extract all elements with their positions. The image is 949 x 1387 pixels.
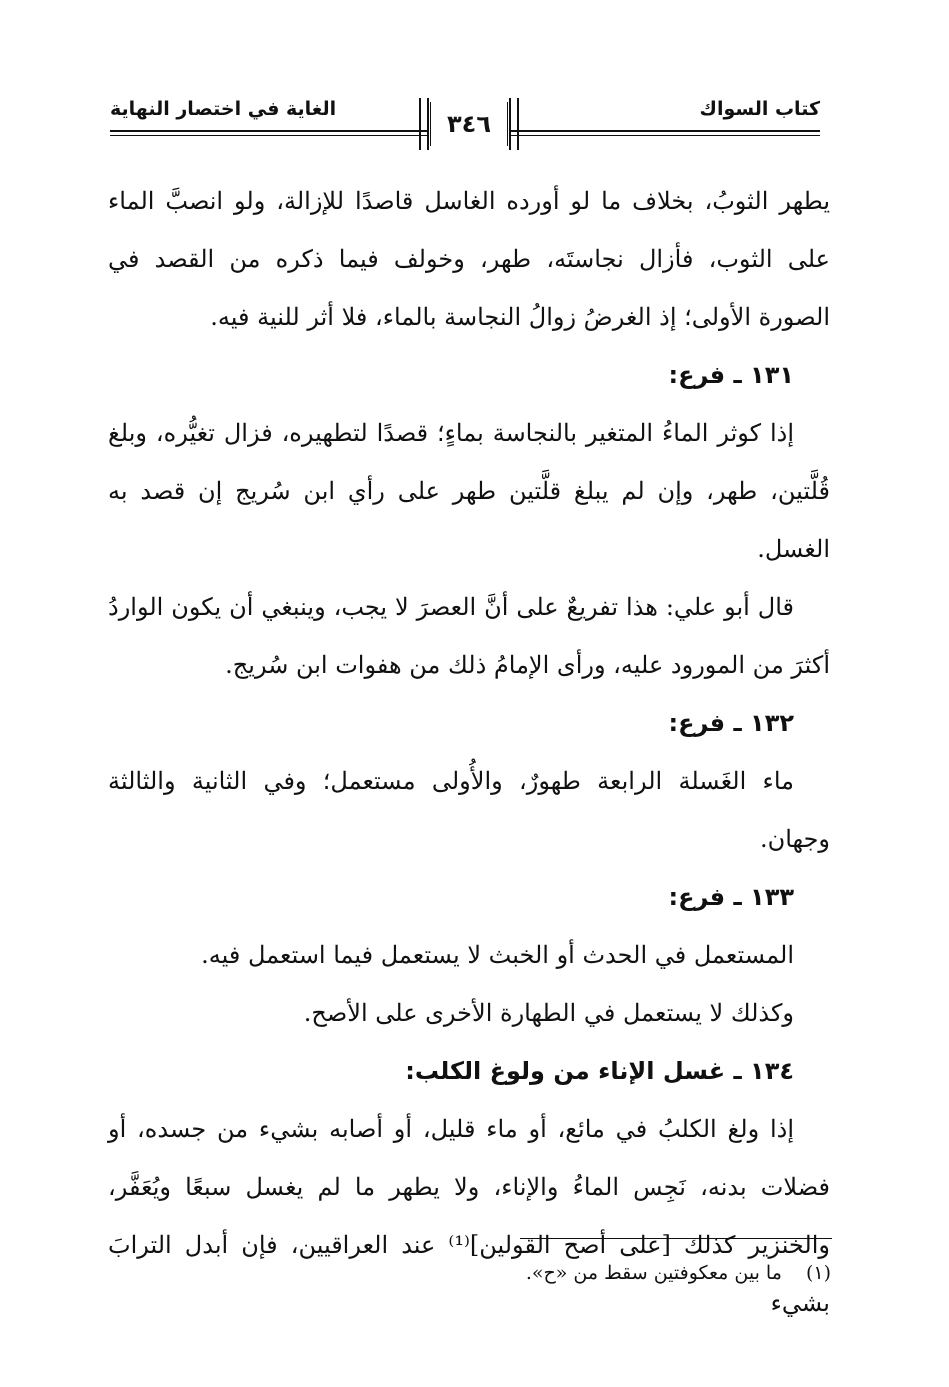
section-heading: ١٣٤ ـ غسل الإناء من ولوغ الكلب: [405,1057,794,1085]
section-heading: ١٣٣ ـ فرع: [668,883,794,911]
section-heading: ١٣١ ـ فرع: [668,361,794,389]
chapter-title: كتاب السواك [699,98,820,120]
book-title: الغاية في اختصار النهاية [110,98,337,120]
paragraph: المستعمل في الحدث أو الخبث لا يستعمل فيما استعمل فيه. [201,941,794,969]
footnote-text: ما بين معكوفتين سقط من «ح». [525,1262,782,1284]
paragraph: وكذلك لا يستعمل في الطهارة الأخرى على الأصح. [303,999,794,1027]
footnote-rule [520,1238,832,1239]
running-header [110,92,820,162]
paragraph: قال أبو علي: هذا تفريعٌ على أنَّ العصرَ لا يجب، وينبغي أن يكون الواردُ أكثرَ من المورود عليه، ورأى الإمامُ ذلك من هفوات ابن سُريج. [108,593,830,679]
page-number: ٣٤٦ [447,110,491,138]
paragraph: إذا ولغ الكلبُ في مائع، أو ماء قليل، أو أصابه بشيء من جسده، أو فضلات بدنه، نَجِس الماءُ والإناء، ولا يطهر ما لم يغسل سبعًا ويُعَفَّر، والخنزير كذلك [على أصح القولين]⁽¹⁾ عند العراقيين، فإن أبدل الترابَ بشيء [108,1115,830,1317]
footnote [526,1262,831,1284]
paragraph: يطهر الثوبُ، بخلاف ما لو أورده الغاسل قاصدًا للإزالة، ولو انصبَّ الماء على الثوب، فأزال نجاستَه، طهر، وخولف فيما ذكره من القصد في الصورة الأولى؛ إذ الغرضُ زوالُ النجاسة بالماء، فلا أثر للنية فيه. [108,187,830,331]
section-heading: ١٣٢ ـ فرع: [668,709,794,737]
paragraph: إذا كوثر الماءُ المتغير بالنجاسة بماءٍ؛ قصدًا لتطهيره، فزال تغيُّره، وبلغ قُلَّتين، طهر، وإن لم يبلغ قلَّتين طهر على رأي ابن سُريج إن قصد به الغسل. [108,419,830,563]
footnote-number: (١) [805,1262,831,1284]
main-text [108,172,830,1332]
paragraph: ماء الغَسلة الرابعة طهورٌ، والأُولى مستعمل؛ وفي الثانية والثالثة وجهان. [108,767,830,853]
page-number-frame [428,102,510,146]
